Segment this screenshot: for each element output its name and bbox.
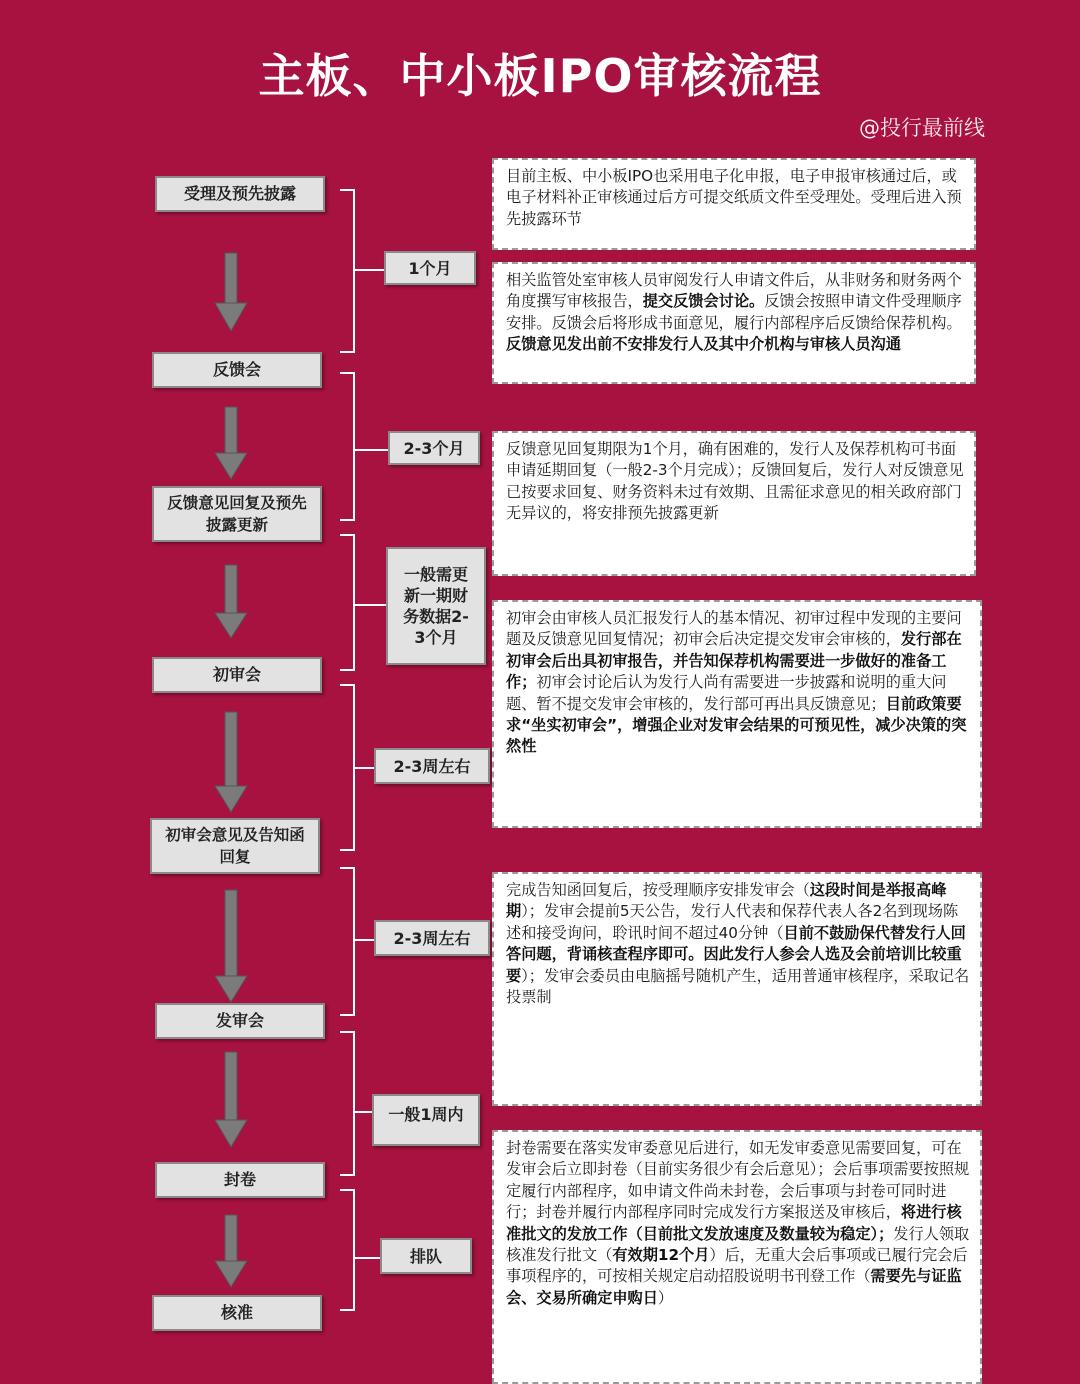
step-approval: 核准 (152, 1295, 322, 1331)
watermark: @投行最前线 (859, 116, 985, 140)
desc-run: ） (657, 1288, 674, 1307)
desc-text (506, 439, 964, 525)
step-issuance-review: 发审会 (155, 1003, 325, 1039)
down-arrow-5 (215, 890, 247, 1002)
duration-2-3-months: 2-3个月 (388, 431, 480, 465)
desc-bold-run: 将进行核准批文的发放工作（目前批文发放速度及数量较为稳定）； (506, 1203, 962, 1243)
desc-sealing-approval (492, 1130, 982, 1384)
desc-text (506, 270, 964, 356)
step-feedback-meeting: 反馈会 (152, 352, 322, 388)
desc-run: 完成告知函回复后，按受理顺序安排发审会（ (506, 881, 810, 899)
desc-run: ）；发审会提前5天公告，发行人代表和保荐代表人各2名到现场陈述和接受询问，聆讯时间不超过40分钟（ (506, 902, 959, 942)
down-arrow-3 (215, 565, 247, 638)
desc-text (506, 880, 970, 1008)
step-preliminary-opinion-reply: 初审会意见及告知函回复 (150, 818, 320, 874)
desc-bold-run: 需要先与证监会、交易所确定申购日 (506, 1267, 962, 1307)
bracket-5 (340, 868, 374, 1015)
page-title: 主板、中小板IPO审核流程 (258, 49, 822, 103)
desc-run: 相关监管处室审核人员审阅发行人申请文件后，从非财务和财务两个角度撰写审核报告， (506, 271, 962, 311)
down-arrow-2 (215, 407, 247, 479)
desc-feedback-reply (492, 431, 976, 576)
bracket-1 (340, 190, 384, 352)
desc-bold-run: 发行部在初审会后出具初审报告，并告知保荐机构需要进一步做好的准备工作； (506, 630, 962, 692)
step-feedback-reply: 反馈意见回复及预先披露更新 (152, 486, 322, 542)
desc-issuance-review (492, 872, 982, 1106)
desc-run: 发行人领取核准发行批文（ (506, 1224, 970, 1265)
desc-bold-run: 有效期12个月 (612, 1246, 710, 1265)
down-arrow-1 (215, 253, 247, 331)
down-arrow-6 (215, 1052, 247, 1147)
duration-2-3-weeks-a: 2-3周左右 (374, 748, 490, 784)
desc-run: 初审会由审核人员汇报发行人的基本情况、初审过程中发现的主要问题及反馈意见回复情况；初审会后决定提交发审会审核的， (506, 609, 962, 649)
duration-1-month: 1个月 (384, 251, 476, 285)
desc-preliminary-review (492, 600, 982, 828)
desc-bold-run: 目前不鼓励保代替发行人回答问题，背诵核查程序即可。因此发行人参会人选及会前培训比较重要 (506, 923, 966, 985)
bracket-2 (340, 373, 388, 520)
duration-update-financials: 一般需更新一期财务数据2-3个月 (386, 547, 486, 665)
step-preliminary-review: 初审会 (152, 657, 322, 693)
desc-run: 初审会讨论后认为发行人尚有需要进一步披露和说明的重大问题、暂不提交发审会审核的，发行部可再出具反馈意见； (506, 673, 947, 713)
step-accept-predisclose: 受理及预先披露 (155, 176, 325, 212)
desc-text (506, 1138, 970, 1309)
desc-run: 目前主板、中小板IPO也采用电子化申报，电子申报审核通过后，或电子材料补正审核通过后方可提交纸质文件至受理处。受理后进入预先披露环节 (506, 167, 962, 228)
desc-run: ）后，无重大会后事项或已履行完会后事项程序的，可按相关规定启动招股说明书刊登工作（ (506, 1246, 968, 1286)
desc-bold-run: 这段时间是举报高峰期 (506, 881, 947, 921)
desc-text (506, 166, 964, 230)
desc-accept-predisclose (492, 158, 976, 250)
desc-feedback-meeting (492, 262, 976, 384)
down-arrow-4 (215, 712, 247, 812)
bracket-4 (340, 685, 374, 850)
bracket-6 (340, 1032, 372, 1175)
desc-bold-run: 反馈意见发出前不安排发行人及其中介机构与审核人员沟通 (506, 335, 901, 354)
desc-bold-run: 提交反馈会讨论。 (642, 292, 765, 311)
duration-2-3-weeks-b: 2-3周左右 (374, 920, 490, 956)
desc-run: 封卷需要在落实发审委意见后进行，如无发审委意见需要回复，可在发审会后立即封卷（目前实务很少有会后意见）；会后事项需要按照规定履行内部程序，如申请文件尚未封卷，会后事项与封卷可同时进行；封卷并履行内部程序同时完成发行方案报送及审核后， (506, 1139, 970, 1222)
desc-text (506, 608, 970, 758)
bracket-3 (340, 535, 386, 670)
desc-run: 反馈会按照申请文件受理顺序安排。反馈会后将形成书面意见，履行内部程序后反馈给保荐机构。 (506, 292, 962, 332)
desc-bold-run: 目前政策要求“坐实初审会”，增强企业对发审会结果的可预见性，减少决策的突然性 (506, 694, 967, 756)
step-sealing: 封卷 (155, 1162, 325, 1198)
desc-run: 反馈意见回复期限为1个月，确有困难的，发行人及保荐机构可书面申请延期回复（一般2-3个月完成）；反馈回复后，发行人对反馈意见已按要求回复、财务资料未过有效期、且需征求意见的相关政府部门无异议的，将安排预先披露更新 (506, 440, 964, 523)
duration-within-1-week: 一般1周内 (372, 1094, 480, 1146)
down-arrow-7 (215, 1215, 247, 1287)
desc-run: ）；发审会委员由电脑摇号随机产生，适用普通审核程序，采取记名投票制 (506, 966, 970, 1007)
duration-queue: 排队 (380, 1238, 472, 1274)
bracket-7 (340, 1190, 380, 1310)
